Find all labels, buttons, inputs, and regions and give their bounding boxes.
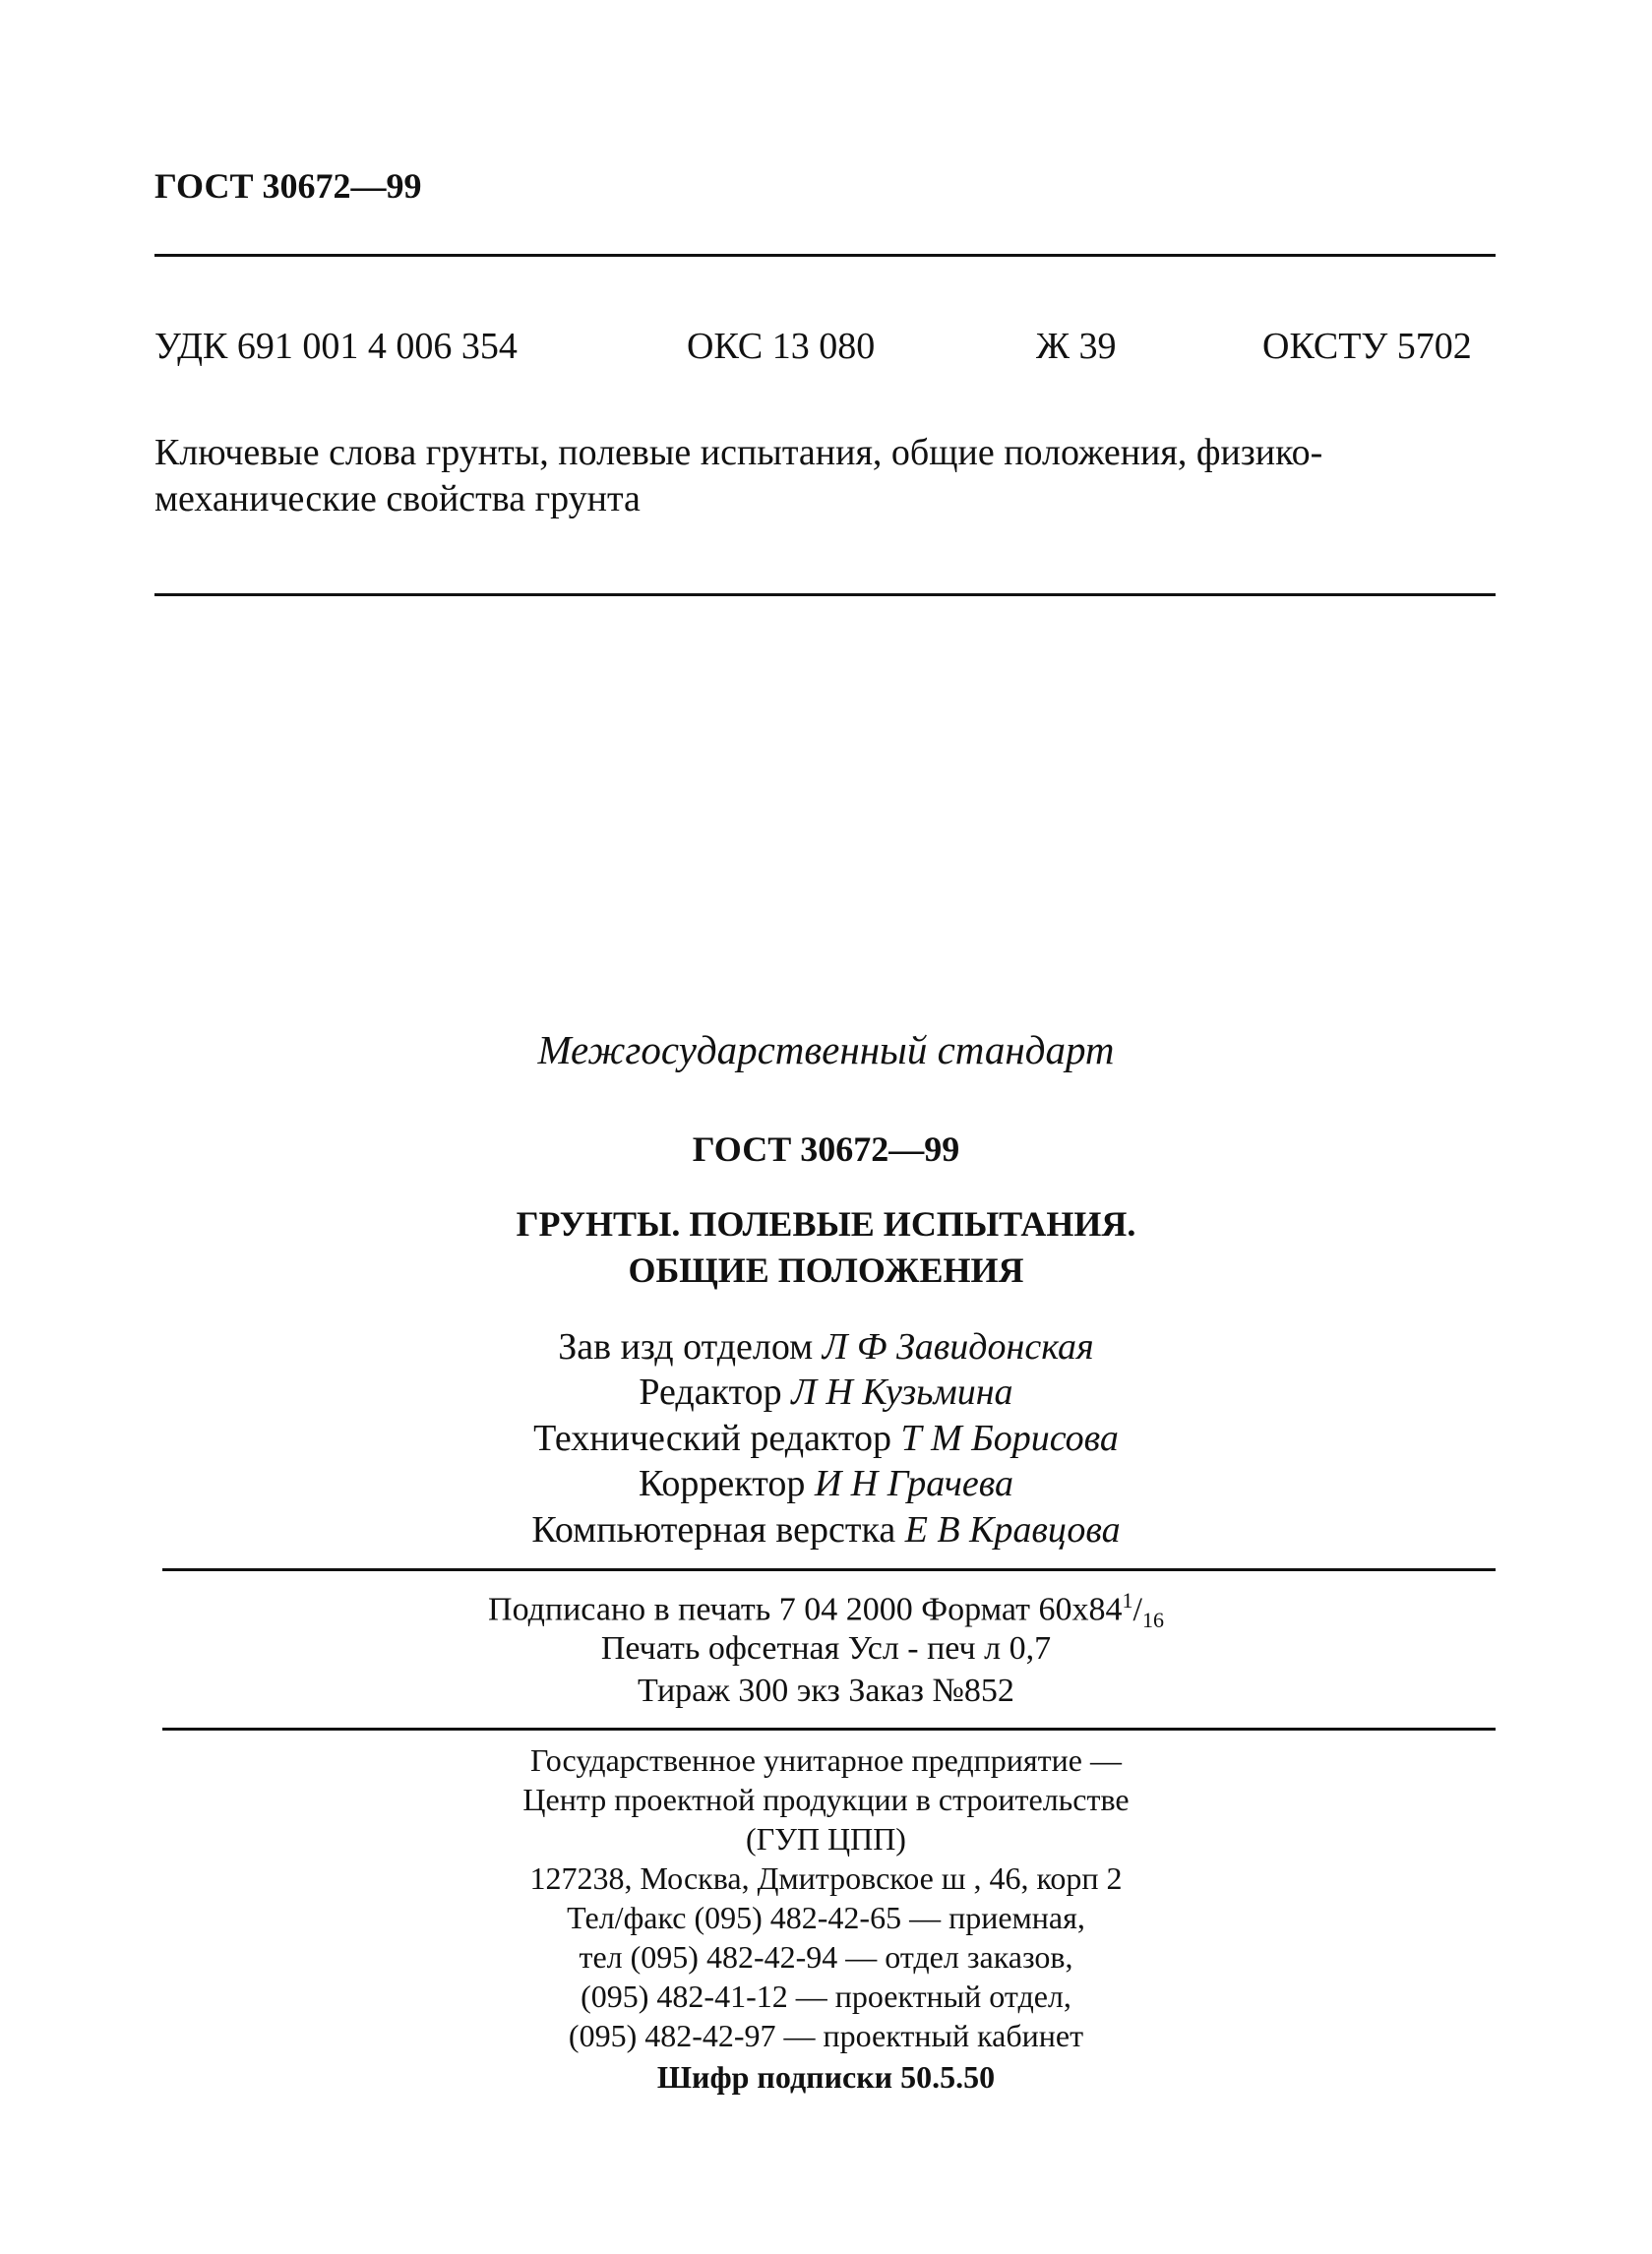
format-fraction-denominator: 16 xyxy=(1141,1608,1164,1633)
keywords-divider xyxy=(154,593,1496,596)
credit-line xyxy=(0,1325,1652,1369)
credit-line xyxy=(0,1417,1652,1460)
credit-name: Л Ф Завидонская xyxy=(822,1326,1094,1368)
publisher-phone: Тел/факс (095) 482-42-65 — приемная, xyxy=(567,1900,1085,1935)
publisher-phone: (095) 482-42-97 — проектный кабинет xyxy=(568,2018,1084,2053)
publisher-phone: тел (095) 482-42-94 — отдел заказов, xyxy=(579,1939,1073,1975)
standard-code: ГОСТ 30672—99 xyxy=(692,1129,960,1169)
top-divider xyxy=(154,254,1496,257)
keywords-line-2: механические свойства грунта xyxy=(154,478,641,519)
standard-subtitle: Межгосударственный стандарт xyxy=(537,1027,1115,1072)
standard-title-line-2: ОБЩИЕ ПОЛОЖЕНИЯ xyxy=(628,1250,1024,1290)
standard-title-line-1: ГРУНТЫ. ПОЛЕВЫЕ ИСПЫТАНИЯ. xyxy=(516,1204,1136,1244)
print-info-line-3: Тираж 300 экз Заказ №852 xyxy=(638,1673,1014,1709)
classification-row xyxy=(0,325,1652,374)
print-info-line-2: Печать офсетная Усл - печ л 0,7 xyxy=(600,1630,1052,1667)
credit-role: Компьютерная верстка xyxy=(531,1509,896,1551)
credit-line xyxy=(0,1508,1652,1552)
publisher-line: (ГУП ЦПП) xyxy=(746,1821,906,1857)
print-info-line-1 xyxy=(0,1588,1652,1633)
publisher-phone: (095) 482-41-12 — проектный отдел, xyxy=(581,1979,1071,2014)
credit-role: Редактор xyxy=(639,1371,782,1413)
subscription-code: Шифр подписки 50.5.50 xyxy=(656,2059,996,2095)
publisher-address: 127238, Москва, Дмитровское ш , 46, корп 2 xyxy=(529,1860,1123,1896)
credit-name: И Н Грачева xyxy=(814,1463,1014,1504)
oks-code: ОКС 13 080 xyxy=(687,326,876,367)
credit-role: Технический редактор xyxy=(533,1418,891,1459)
document-code-header: ГОСТ 30672—99 xyxy=(154,166,422,206)
credit-name: Т М Борисова xyxy=(900,1418,1119,1459)
print-signed-format: Подписано в печать 7 04 2000 Формат 60х84 xyxy=(488,1591,1123,1628)
zh-code: Ж 39 xyxy=(1036,326,1117,367)
credit-line xyxy=(0,1462,1652,1505)
credits-divider xyxy=(162,1568,1496,1571)
credit-role: Зав изд отделом xyxy=(558,1326,814,1368)
credit-role: Корректор xyxy=(638,1463,806,1504)
credit-name: Л Н Кузьмина xyxy=(791,1371,1013,1413)
publisher-line: Государственное унитарное предприятие — xyxy=(530,1742,1122,1778)
udk-code: УДК 691 001 4 006 354 xyxy=(154,326,518,367)
print-info-divider xyxy=(162,1728,1496,1731)
keywords-line-1: Ключевые слова грунты, полевые испытания, общие положения, физико- xyxy=(154,432,1323,473)
credit-name: Е В Кравцова xyxy=(904,1509,1121,1551)
format-fraction-numerator: 1 xyxy=(1122,1588,1133,1613)
format-fraction-slash: / xyxy=(1132,1591,1142,1628)
okstu-code: ОКСТУ 5702 xyxy=(1262,326,1472,367)
credit-line xyxy=(0,1371,1652,1414)
publisher-line: Центр проектной продукции в строительстве xyxy=(522,1782,1130,1817)
